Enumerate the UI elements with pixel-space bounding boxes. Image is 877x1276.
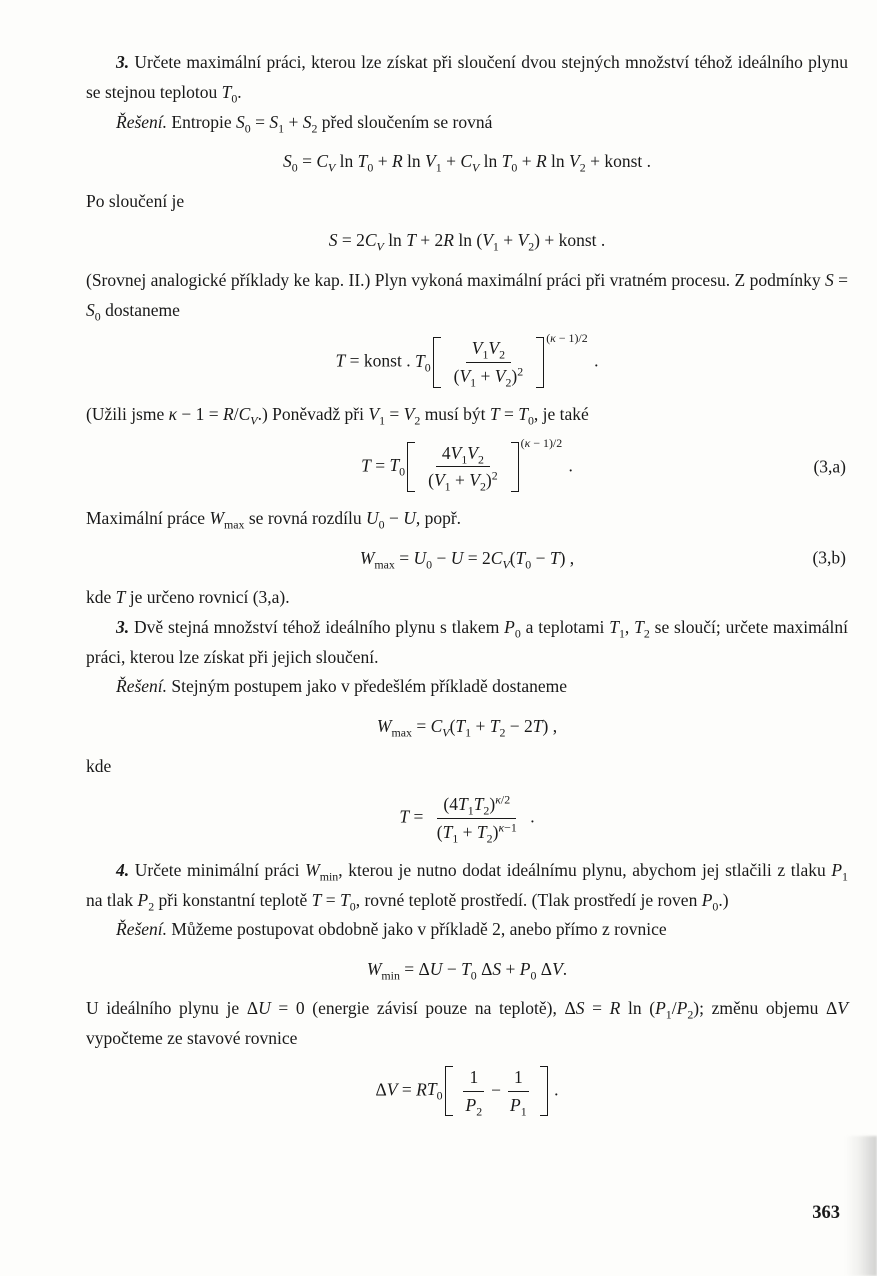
subscript: 1 — [618, 626, 625, 641]
subscript — [502, 557, 509, 571]
scan-smudge-artifact — [845, 1136, 877, 1276]
paragraph: Řešení. Entropie $S_0 = S_1 + S_2$ před sloučením se rovná — [116, 111, 493, 136]
subscript: max — [391, 725, 412, 740]
paragraph: U ideálního plynu je ΔU = 0 (energie závisí pouze na teplotě), ΔS = R $\ln (P_1/P_2)$; změnu objemu ΔV vypočteme ze stavové rovnice — [86, 998, 848, 1049]
paragraph: 3. Dvě stejná množství téhož ideálního plynu s tlakem $P_0$ a teplotami $T_1$, $T_2$ se sloučí; určete maximální práci, kterou lze získat při jejich sloučení. — [86, 616, 848, 667]
group-exponent: (κ − 1)/2 — [520, 435, 563, 450]
equation — [86, 435, 848, 494]
subscript — [328, 161, 335, 175]
math-run: $C_V$ — [364, 230, 384, 254]
superscript: 2 — [491, 468, 498, 483]
subscript: 2 — [479, 479, 486, 494]
math-run: $T_0$ — [414, 350, 431, 375]
equation-tag: (3,a) — [813, 456, 846, 477]
subscript: min — [381, 968, 400, 983]
bracket-body: $\frac{1}{P_2}$ − $\frac{1}{P_1}$ — [457, 1066, 536, 1117]
subscript: 0 — [712, 899, 719, 914]
subscript: 1 — [842, 869, 848, 884]
subscript: 1 — [465, 725, 472, 740]
paragraph: kde — [86, 755, 112, 776]
math-run: $V_1$ — [425, 151, 442, 175]
math-run: T — [361, 454, 371, 475]
subscript: 0 — [378, 517, 385, 532]
math-run: $U_0$ — [413, 547, 433, 572]
subscript: 0 — [470, 968, 477, 983]
equation — [86, 228, 848, 253]
math-run: $T_0$ — [461, 959, 477, 983]
math-run: $P_1$ — [510, 1094, 527, 1119]
math-run: κ — [524, 435, 531, 450]
subscript — [442, 726, 449, 740]
math-run: $U_0$ — [366, 508, 385, 532]
math-run: T — [549, 547, 560, 568]
subscript: 2 — [414, 413, 421, 428]
math-run: $T_0$ — [340, 889, 356, 914]
equation — [86, 546, 848, 571]
math-run: $S_2$ — [302, 111, 318, 136]
subscript: 2 — [486, 831, 493, 846]
math-run: $C_V$ — [490, 547, 510, 572]
subscript: 1 — [435, 160, 442, 175]
math-run: $T_0$ — [515, 547, 532, 572]
math-run: T — [406, 230, 416, 251]
fraction-numerator: $4V_1V_2$ — [436, 442, 490, 468]
subscript: 2 — [311, 121, 318, 136]
subscript: 2 — [476, 1104, 483, 1119]
subscript: 0 — [291, 160, 298, 175]
subscript: 2 — [687, 1007, 694, 1022]
math-run: )$^2$ — [511, 364, 524, 386]
math-run: V — [386, 1079, 398, 1100]
math-run: $T_1$ — [455, 716, 472, 740]
fraction — [422, 442, 504, 493]
fraction — [448, 337, 530, 388]
subscript: 1 — [520, 1104, 527, 1119]
page-number: 363 — [812, 1203, 840, 1223]
math-run: $T_0$ — [518, 403, 534, 428]
math-run: κ — [168, 403, 178, 424]
equation — [86, 331, 848, 390]
subscript: 0 — [94, 309, 101, 324]
subscript: 0 — [426, 557, 433, 572]
math-run: $S_1$ — [269, 111, 285, 136]
math-run: Řešení. — [116, 676, 168, 697]
subscript: 0 — [244, 121, 251, 136]
equation — [86, 714, 848, 739]
fraction — [431, 793, 523, 844]
equation-tag: (3,b) — [812, 547, 846, 568]
math-run: $T_1$ — [458, 794, 474, 818]
math-run: $C_V$ — [460, 151, 480, 175]
superscript: κ/2 — [495, 792, 511, 807]
subscript: 1 — [492, 239, 499, 254]
math-run: $V_1$ — [459, 366, 477, 390]
bracket-group — [407, 435, 563, 494]
math-run: V — [250, 413, 258, 428]
math-run: $V_1$ — [482, 230, 499, 254]
math-run: $C_V$ — [316, 151, 336, 175]
math-run: T — [335, 350, 346, 371]
math-run: $V_2$ — [469, 470, 486, 494]
math-run: 3. — [116, 52, 130, 72]
math-run: $P_0$ — [504, 616, 521, 641]
paragraph: Maximální práce $W_{max}$ se rovná rozdílu $U_0 - U$, popř. — [86, 508, 462, 532]
right-bracket — [540, 1066, 548, 1117]
math-run: $T_0$ — [389, 454, 406, 479]
subscript: 2 — [483, 803, 490, 818]
fraction-denominator: $(T_1 + T_2)^{\kappa-1}$ — [436, 820, 517, 846]
paragraph: Řešení. Stejným postupem jako v předešlém příkladě dostaneme — [116, 676, 568, 697]
math-run: $V_1$ — [450, 442, 468, 467]
math-run: S — [575, 998, 585, 1019]
math-run: T — [115, 587, 126, 608]
subscript: 1 — [461, 452, 468, 467]
bracket-body — [419, 442, 507, 493]
left-bracket — [445, 1066, 453, 1117]
left-bracket — [433, 337, 441, 388]
fraction-denominator — [504, 1092, 533, 1117]
fraction-numerator: 1 — [463, 1066, 484, 1092]
equation-body: $S_0 = C_V$ $\ln T_0 + R$ $\ln V_1 + C_V$ $\ln T_0 + R$ $\ln V_2$ + konst . — [283, 151, 651, 175]
subscript: 2 — [499, 725, 506, 740]
superscript: 2 — [517, 364, 524, 379]
math-run: 4. — [116, 859, 130, 880]
math-run: T — [489, 403, 500, 424]
paragraph: kde T je určeno rovnicí (3,a). — [86, 587, 290, 608]
math-run: U — [450, 547, 464, 568]
fraction — [460, 1066, 489, 1117]
subscript: max — [374, 557, 395, 572]
subscript — [250, 413, 257, 427]
math-run: $T_0$ — [357, 151, 374, 175]
page-content — [86, 48, 848, 1128]
math-run: $W_{min}$ — [366, 959, 400, 983]
math-run: $W_{max}$ — [359, 547, 395, 572]
equation — [86, 793, 848, 844]
math-run: κ — [550, 331, 556, 346]
math-run: $T_2$ — [476, 822, 493, 846]
fraction-denominator — [460, 1092, 489, 1117]
subscript: 0 — [399, 464, 406, 479]
subscript: 1 — [379, 413, 386, 428]
bracket-group — [433, 331, 588, 390]
fraction — [504, 1066, 533, 1117]
right-bracket — [536, 337, 544, 388]
math-run: V — [472, 160, 480, 175]
fraction-denominator: $(V_1 + V_2)^2$ — [453, 364, 524, 390]
math-run: V — [442, 725, 450, 740]
math-run: $V_1$ — [368, 403, 386, 428]
math-run: Řešení. — [116, 111, 168, 132]
math-run: $S_0$ — [236, 111, 251, 136]
subscript: 2 — [528, 239, 535, 254]
fraction-numerator: 1 — [508, 1066, 529, 1092]
math-run: $P_1$ — [655, 998, 672, 1022]
math-run: S — [492, 959, 502, 979]
math-run: $S_0$ — [283, 151, 298, 175]
subscript: 0 — [231, 91, 238, 106]
subscript: 0 — [527, 413, 534, 428]
paragraph: Řešení. Můžeme postupovat obdobně jako v příkladě 2, anebo přímo z rovnice — [116, 919, 667, 940]
equation-body: $W_{min} = \Delta U - T_0$ $\Delta S + P_0$ ΔV. — [366, 959, 568, 983]
subscript — [377, 240, 384, 254]
math-run: V — [328, 160, 336, 175]
subscript: max — [224, 517, 245, 532]
math-run: $V_2$ — [517, 230, 535, 254]
math-run: Řešení. — [116, 919, 168, 940]
equation-body: T = $\frac{(4T_1T_2)^{\kappa/2}}{(T_1 + T_2)^{\kappa-1}}$ . — [399, 792, 535, 846]
subscript: 1 — [278, 121, 285, 136]
math-run: $V_1$ — [471, 338, 489, 362]
equation-body: $W_{max} = C_V(T_1 + T_2 - 2T)$ , — [376, 716, 558, 740]
math-run: $W_{min}$ — [305, 859, 339, 884]
math-run: $P_0$ — [519, 959, 537, 983]
equation-body: $S = 2C_V$ ln T + 2R $\ln (V_1 + V_2)$ + konst . — [328, 230, 606, 254]
math-run: U — [258, 998, 271, 1019]
fraction-denominator: $(V_1 + V_2)^2$ — [428, 468, 498, 494]
subscript: 2 — [499, 347, 506, 362]
math-run: )$^{\kappa-1}$ — [492, 820, 517, 842]
math-run: $P_2$ — [137, 889, 155, 914]
subscript: 2 — [643, 626, 650, 641]
math-run: 3. — [116, 616, 130, 637]
paragraph: 4. Určete minimální práci $W_{min}$, kterou je nutno dodat ideálnímu plynu, abychom jej stlačili z tlaku $P_1$ na tlak $P_2$ při konstantní teplotě $T = T_0$, rovné teplotě prostředí. (Tlak prostředí je roven $P_0$.) — [86, 859, 848, 914]
subscript: 2 — [579, 160, 586, 175]
math-run: R — [391, 151, 403, 172]
bracket-body — [445, 337, 533, 388]
math-run: R — [416, 1079, 427, 1100]
math-run: R — [535, 151, 547, 172]
fraction-numerator: $(4T_1T_2)^{\kappa/2}$ — [437, 793, 516, 819]
subscript: 0 — [511, 160, 518, 175]
subscript: 2 — [477, 452, 484, 467]
subscript: 2 — [505, 375, 512, 390]
math-run: $V_2$ — [403, 403, 421, 428]
math-run: S — [328, 230, 338, 251]
math-run: $V_2$ — [494, 366, 512, 390]
math-run: $V_2$ — [467, 442, 484, 467]
math-run: $T_1$ — [609, 616, 625, 641]
math-run: $T_2$ — [489, 716, 506, 740]
math-run: T — [399, 806, 410, 827]
equation — [86, 957, 848, 982]
equation-body: $T = T_0$ $\frac{4V_1V_2}{(V_1 + V_2)^2}$ (κ − 1)/2 . — [361, 435, 573, 494]
equation — [86, 1066, 848, 1117]
math-run: $P_0$ — [701, 889, 719, 914]
math-run: V — [502, 557, 510, 572]
math-run: $C_V$ — [238, 403, 258, 428]
subscript: 1 — [665, 1007, 672, 1022]
subscript: 0 — [349, 899, 356, 914]
math-run: )$^2$ — [485, 468, 498, 491]
paragraph: Po sloučení je — [86, 190, 185, 211]
equation — [86, 149, 848, 174]
subscript: 1 — [482, 347, 489, 362]
subscript: 0 — [367, 160, 374, 175]
math-run: $P_2$ — [465, 1094, 483, 1119]
math-run: $S_0$ — [86, 299, 101, 324]
subscript: 1 — [452, 831, 459, 846]
group-exponent: (κ − 1)/2 — [546, 331, 588, 346]
bracket-group — [445, 1066, 548, 1117]
math-run: R — [609, 998, 621, 1019]
math-run: V — [552, 959, 563, 979]
math-run: κ — [495, 792, 501, 807]
math-run: V — [376, 239, 384, 254]
subscript: 0 — [525, 557, 532, 572]
equation-body: T = konst . $T_0$ $\frac{V_1V_2}{(V_1 + V_2)^2}$ (κ − 1)/2 . — [335, 331, 599, 390]
superscript: κ−1 — [498, 820, 517, 835]
math-run: $W_{max}$ — [376, 716, 412, 740]
equation-body: $\Delta V = RT_0$ $\frac{1}{P_2}$ − $\frac{1}{P_1}$ . — [375, 1066, 559, 1119]
subscript: 0 — [424, 360, 431, 375]
math-run: $C_V$ — [430, 716, 450, 740]
math-run: T — [532, 716, 543, 737]
math-run: R — [443, 230, 454, 251]
math-run: $T_0$ — [426, 1079, 443, 1103]
math-run: $V_1$ — [433, 470, 451, 494]
subscript — [472, 161, 479, 175]
left-bracket — [407, 442, 415, 493]
paragraph: (Srovnej analogické příklady ke kap. II.) Plyn vykoná maximální práci při vratném procesu. Z podmínky $S = S_0$ dostaneme — [86, 269, 848, 324]
math-run: $T_1$ — [442, 822, 459, 846]
math-run: κ — [498, 820, 505, 835]
subscript: 0 — [514, 626, 521, 641]
right-bracket — [511, 442, 519, 493]
math-run: $T_0$ — [221, 81, 238, 106]
subscript: 0 — [436, 1088, 443, 1103]
paragraph: (Užili jsme $\kappa - 1 = R/C_V$.) Poněvadž při $V_1 = V_2$ musí být $T = T_0$, je také — [86, 403, 589, 428]
math-run: V — [837, 998, 848, 1019]
math-run: $T_0$ — [501, 151, 518, 175]
subscript: 0 — [530, 968, 537, 983]
math-run: )$^{\kappa/2}$ — [489, 792, 511, 815]
subscript: min — [319, 869, 339, 884]
math-run: T — [311, 889, 322, 910]
math-run: $P_1$ — [831, 859, 848, 884]
math-run: $T_2$ — [473, 794, 490, 818]
math-run: R — [223, 403, 234, 424]
math-run: $V_2$ — [569, 151, 586, 175]
math-run: $W_{max}$ — [209, 508, 245, 532]
math-run: U — [403, 508, 416, 528]
subscript: 1 — [467, 803, 474, 818]
paragraph: 3. Určete maximální práci, kterou lze získat při sloučení dvou stejných množství téhož ideálního plynu se stejnou teplotou $T_0$. — [86, 52, 848, 106]
subscript: 2 — [148, 899, 155, 914]
math-run: $V_2$ — [488, 338, 506, 362]
equation-body: $W_{max} = U_0 - U = 2C_V(T_0 - T)$ , — [359, 547, 575, 572]
fraction-numerator — [466, 337, 511, 363]
subscript: 1 — [470, 375, 477, 390]
math-run: $P_2$ — [676, 998, 694, 1022]
math-run: $T_2$ — [634, 616, 650, 641]
math-run: U — [429, 959, 443, 979]
subscript: 1 — [444, 479, 451, 494]
math-run: S — [824, 269, 834, 290]
